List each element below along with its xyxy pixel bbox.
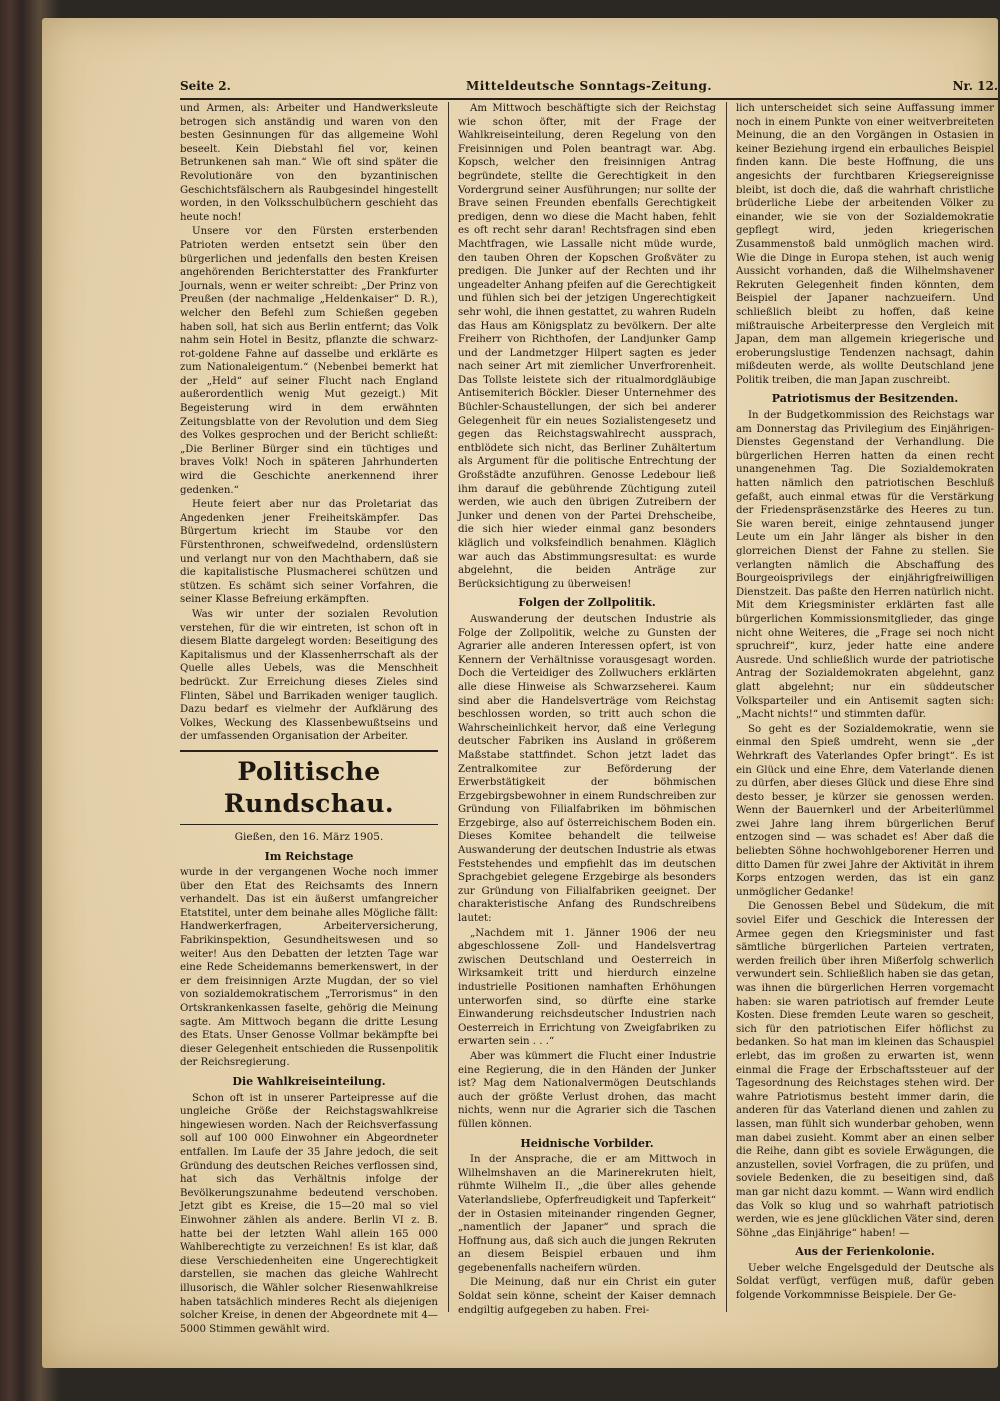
issue-number: Nr. 12. bbox=[952, 79, 998, 93]
article-heading: Heidnische Vorbilder. bbox=[520, 1136, 654, 1150]
paragraph: Auswanderung der deutschen Industrie als Folge der Zollpolitik, welche zu Gunsten der Agrarier alle anderen Interessen opfert, ist von Kennern der Verhältnisse vorausgesagt worden. Doch die Verteidiger des Zollwuchers erklärten alle diese Hinweise als Schwarzseherei. Kaum sind aber die Handelsverträge vom Reichstag beschlossen worden, so tritt auch schon die Wahrscheinlichkeit hervor, daß eine Verlegung deutscher Fabriken ins Ausland in größerem Maßstabe stattfindet. Schon jetzt ladet das Zentralkomitee zur Beförderung der Erwerbstätigkeit der böhmischen Erzgebirgsbewohner in einem Rundschreiben zur Gründung von Filialfabriken im böhmischen Erzgebirge, also auf österreichischem Boden ein. Dieses Komitee behandelt die teilweise Auswanderung der deutschen Industrie als etwas Feststehendes und empfiehlt das im deutschen Sprachgebiet gelegene Erzgebirge als besonders zur Gründung von Filialfabriken geeignet. Der charakteristische Anfang des Rundschreibens lautet: bbox=[458, 613, 716, 925]
article-heading: Im Reichstage bbox=[264, 849, 354, 863]
article-heading: Aus der Ferienkolonie. bbox=[795, 1245, 935, 1259]
paragraph: Die Meinung, daß nur ein Christ ein guter Soldat sein könne, scheint der Kaiser demnach endgiltig aufgegeben zu haben. Frei- bbox=[458, 1277, 716, 1316]
newspaper-page bbox=[180, 76, 998, 1335]
paragraph: In der Ansprache, die er am Mittwoch in Wilhelmshaven an die Marinerekruten hielt, rühmte Wilhelm II., „die über alles gehende Vaterlandsliebe, Opferfreudigkeit und Tapferkeit“ der in Ostasien miteinander ringenden Gegner, „namentlich der Japaner“ und sprach die Hoffnung aus, daß sich auch die jungen Rekruten an diesem Beispiel erbauen und ihm gegebenenfalls nacheifern würden. bbox=[458, 1154, 716, 1274]
column-3 bbox=[736, 102, 994, 1304]
paragraph: Heute feiert aber nur das Proletariat das Angedenken jener Freiheitskämpfer. Das Bürgertum kriecht im Staube vor den Fürstenthronen, schweifwedelnd, ordenslüstern und verlangt nur von den Machthabern, daß sie die kapitalistische Plusmacherei schützen und stützen. Es schämt sich seiner Vorfahren, die seiner Klasse Befreiung erkämpften. bbox=[180, 499, 438, 606]
section-title: Politische Rundschau. bbox=[223, 756, 395, 818]
column-1 bbox=[180, 102, 438, 1337]
page-number: Seite 2. bbox=[180, 79, 231, 93]
article-heading: Folgen der Zollpolitik. bbox=[518, 596, 656, 610]
paragraph: Am Mittwoch beschäftigte sich der Reichstag wie schon öfter, mit der Frage der Wahlkreiseinteilung, deren Regelung von den Freisinnigen und Polen beantragt war. Abg. Kopsch, welcher den freisinnigen Antrag begründete, stellte die Gerechtigkeit in den Vordergrund seiner Ausführungen; nur sollte der Brave seinen Freunden ebenfalls Gerechtigkeit predigen, denn wo diese die Macht haben, fehlt es oft recht sehr daran! Rechtsfragen sind eben Machtfragen, wie Lassalle nicht müde wurde, den tauben Ohren der Kopschen Großväter zu predigen. Die Junker auf der Rechten und ihr ungeadelter Anhang pfeifen auf die Gerechtigkeit und fühlen sich bei der jetzigen Ungerechtigkeit sehr wohl, die ihnen gestattet, zu wahren Rudeln das Haus am Königsplatz zu bevölkern. Der alte Freiherr von Richthofen, der Landjunker Gamp und der Landmetzger Hilpert sagten es jeder nach seiner Art mit ziemlicher Unverfrorenheit. Das Tollste leistete sich der ritualmordgläubige Antisemiterich Böckler. Dieser Unternehmer des Büchler-Schaustellungen, der sich bei anderer Gelegenheit für ein neues Sozialistengesetz und gegen das Reichstagswahlrecht aussprach, entblödete sich nicht, das Berliner Zuhältertum als Argument für die politische Entrechtung der Großstädte anzuführen. Genosse Ledebour ließ ihm darauf die gebührende Züchtigung zuteil werden, wie auch den übrigen Zutreibern der Junker und denen von der Partei Drehscheibe, die sich hier wieder einmal ganz besonders kläglich und volksfeindlich benahmen. Kläglich war auch das Abstimmungsresultat: es wurde abgelehnt, die beiden Anträge zur Berücksichtigung zu überweisen! bbox=[458, 103, 716, 590]
paragraph: wurde in der vergangenen Woche noch immer über den Etat des Reichsamts des Innern verhandelt. Das ist ein äußerst umfangreicher Etatstitel, unter dem beinahe alles Mögliche fällt: Handwerkerfragen, Arbeiterversicherung, Fabrikinspektion, Gesundheitswesen und so weiter! Aus den Debatten der letzten Tage war eine Rede Scheidemanns bemerkenswert, in der er dem freisinnigen Arzte Mugdan, der so viel von sozialdemokratischem „Terrorismus“ in den Ortskrankenkassen faselte, gehörig die Meinung sagte. Am Mittwoch begann die dritte Lesung des Etats. Unser Genosse Vollmar bekämpfte bei dieser Gelegenheit entschieden die Russenpolitik der Reichsregierung. bbox=[180, 867, 438, 1069]
running-head bbox=[180, 76, 998, 100]
paragraph: Unsere vor den Fürsten ersterbenden Patrioten werden entsetzt sein über den bürgerlichen und jedenfalls den besten Kreisen angehörenden Berichterstatter des Frankfurter Journals, wenn er weiter schreibt: „Der Prinz von Preußen (der nachmalige „Heldenkaiser“ D. R.), welcher den Befehl zum Schießen gegeben haben soll, hat sich aus Berlin entfernt; das Volk nahm sein Hotel in Besitz, pflanzte die schwarz-rot-goldene Fahne auf dasselbe und erklärte es zum Nationaleigentum.“ (Nebenbei bemerkt hat der „Held“ auf seiner Flucht nach England außerordentlich wenig Mut gezeigt.) Mit Begeisterung wird in dem erwähnten Zeitungsblatte von der Revolution und dem Sieg des Volkes gesprochen und der Bericht schließt: „Die Berliner Bürger sind ein tüchtiges und braves Volk! Noch in späteren Jahrhunderten wird die Geschichte anerkennend ihrer gedenken.“ bbox=[180, 226, 438, 496]
newspaper-title: Mitteldeutsche Sonntags-Zeitung. bbox=[465, 79, 713, 93]
paragraph: und Armen, als: Arbeiter und Handwerksleute betrogen sich anständig und waren von den besten Gesinnungen für das allgemeine Wohl beseelt. Kein Diebstahl fiel vor, keinen Betrunkenen sah man.“ Wie oft sind später die Revolutionäre von den byzantinischen Geschichtsfälschern als Raubgesindel hingestellt worden, in den Volksschulbüchern geschieht das heute noch! bbox=[180, 103, 438, 223]
column-divider bbox=[448, 102, 449, 1312]
column-divider bbox=[726, 102, 727, 1312]
paragraph: Was wir unter der sozialen Revolution verstehen, für die wir eintreten, ist schon oft in diesem Blatte dargelegt worden: Beseitigung des Kapitalismus und der Klassenherrschaft als der Quelle alles Uebels, was die Menschheit bedrückt. Zur Erreichung dieses Zieles sind Flinten, Säbel und Barrikaden weniger tauglich. Dazu bedarf es vielmehr der Aufklärung des Volkes, Weckung des Klassenbewußtseins und der umfassenden Organisation der Arbeiter. bbox=[180, 608, 438, 743]
dateline: Gießen, den 16. März 1905. bbox=[234, 830, 384, 843]
paragraph: Die Genossen Bebel und Südekum, die mit soviel Eifer und Geschick die Interessen der Armee gegen den Kriegsminister und fast sämtliche bürgerlichen Parteien vertraten, werden freilich über ihren Mißerfolg schwerlich verwundert sein. Schließlich haben sie das getan, was ihnen die bürgerlichen Herren vorgemacht haben: sie waren patriotisch auf fremder Leute Kosten. Diese fremden Leute waren so gescheit, sich für den patriotischen Eifer höflichst zu bedanken. So hat man im kleinen das Schauspiel erlebt, das im großen zu erwarten ist, wenn einmal die Frage der Erbschaftssteuer auf der Tagesordnung des Reichstages stehen wird. Der wahre Patriotismus besteht immer darin, die anderen für das Vaterland dienen und zahlen zu lassen, man fühlt sich wunderbar gehoben, wenn man dabei zusieht. Kommt aber an einen selber die Reihe, dann gibt es soviele Erwägungen, die anzustellen, soviel Vorfragen, die zu prüfen, und soviele Bedenken, die zu beseitigen sind, daß man gar nicht dazu kommt. — Wann wird endlich das Volk so klug und so wahrhaft patriotisch werden, wie es jene glücklichen Väter sind, deren Söhne „das Einjährige“ haben! — bbox=[736, 901, 994, 1239]
article-heading: Die Wahlkreiseinteilung. bbox=[232, 1075, 386, 1088]
paragraph: lich unterscheidet sich seine Auffassung immer noch in einem Punkte von einer weitverbreiteten Meinung, die an den Vorgängen in Ostasien in keiner Beziehung irgend ein erbauliches Beispiel finden kann. Die beste Hoffnung, die uns angesichts der furchtbaren Kriegsereignisse bleibt, ist doch die, daß die wahrhaft christliche brüderliche Liebe der arbeitenden Völker zu einander, wie sie von der Sozialdemokratie gepflegt wird, jeden kriegerischen Zusammenstoß bald unmöglich machen wird. Wie die Dinge in Europa stehen, ist auch wenig Aussicht vorhanden, daß die Wilhelmshavener Rekruten Gelegenheit finden könnten, dem Beispiel der Japaner nachzueifern. Und schließlich bleibt zu hoffen, daß keine mißtrauische Arbeiterpresse den Vergleich mit Japan, dem man allgemein kriegerische und eroberungslustige Tendenzen nachsagt, dahin mißdeuten werde, als wollte Deutschland jene Politik treiben, die man Japan zuschreibt. bbox=[736, 103, 994, 386]
paragraph: So geht es der Sozialdemokratie, wenn sie einmal den Spieß umdreht, wenn sie „der Wehrkraft des Vaterlandes Opfer bringt“. Es ist ein Glück und eine Ehre, dem Vaterlande dienen zu dürfen, aber dieses Glück und diese Ehre sind desto besser, je kürzer sie genossen werden. Wenn der Bauernkerl und der Arbeiterlümmel zwei Jahre lang ihrem bürgerlichen Beruf entzogen sind — was schadet es! Aber daß die beliebten Söhne hochwohlgeborener Herren und ditto Damen für zwei Jahre der Aktivität in ihrem Korps entzogen werden, das ist ein ganz unmöglicher Gedanke! bbox=[736, 723, 994, 898]
section-divider bbox=[180, 750, 438, 752]
newspaper-sheet bbox=[42, 18, 998, 1368]
paragraph: In der Budgetkommission des Reichstags war am Donnerstag das Privilegium des Einjährigen-Dienstes Gegenstand der Verhandlung. Die bürgerlichen Herren hatten da einen recht unangenehmen Tag. Die Sozialdemokraten hatten nämlich den patriotischen Beschluß gefaßt, auch einmal etwas für die Verstärkung der Friedenspräsenzstärke des Heeres zu tun. Sie waren bereit, einige zehntausend junger Leute um ein Jahr länger als bisher in den glorreichen Dienst der Fahne zu stellen. Sie verlangten nämlich die Abschaffung des Bourgeoisprivilegs der einjährigfreiwilligen Dienstzeit. Das paßte den Herren natürlich nicht. Mit dem Kriegsminister erklärten fast alle bürgerlichen Kommissionsmitglieder, das ginge nicht ohne Weiteres, die „Frage sei noch nicht spruchreif“, kurz, jeder hatte eine andere Ausrede. Und schließlich wurde der patriotische Antrag der Sozialdemokraten abgelehnt, ganz glatt abgelehnt; nur ein süddeutscher Volksparteiler und ein Antisemit sagten sich: „Macht nichts!“ und stimmten dafür. bbox=[736, 410, 994, 721]
article-heading: Patriotismus der Besitzenden. bbox=[771, 392, 959, 406]
paragraph: Schon oft ist in unserer Parteipresse auf die ungleiche Größe der Reichstagswahlkreise hingewiesen worden. Nach der Reichsverfassung soll auf 100 000 Einwohner ein Abgeordneter entfallen. Im Laufe der 35 Jahre jedoch, die seit Gründung des deutschen Reiches verflossen sind, hat sich das Verhältnis infolge der Bevölkerungszunahme bedeutend verschoben. Jetzt gibt es Kreise, die 15—20 mal so viel Einwohner zählen als andere. Berlin VI z. B. hatte bei der letzten Wahl allein 165 000 Wahlberechtigte zu verzeichnen! Es ist klar, daß diese Verschiedenheiten eine Ungerechtigkeit darstellen, sie machen das gleiche Wahlrecht illusorisch, die Wähler solcher Riesenwahlkreise haben tatsächlich minderes Recht als diejenigen solcher Kreise, in denen der Abgeordnete mit 4—5000 Stimmen gewählt wird. bbox=[180, 1092, 438, 1335]
column-2 bbox=[458, 102, 716, 1318]
quotation: „Nachdem mit 1. Jänner 1906 der neu abgeschlossene Zoll- und Handelsvertrag zwischen Deutschland und Oesterreich in Wirksamkeit tritt und hierdurch einzelne industrielle Positionen namhaften Erhöhungen unterworfen sind, so dürfte eine starke Einwanderung reichsdeutscher Industrien nach Oesterreich in Errichtung von Zweigfabriken zu erwarten sein . . .“ bbox=[458, 927, 716, 1048]
paragraph: Aber was kümmert die Flucht einer Industrie eine Regierung, die in den Händen der Junker ist? Mag dem Nationalvermögen Deutschlands auch der größte Verlust drohen, das macht nichts, wenn nur die Agrarier sich die Taschen füllen können. bbox=[458, 1050, 716, 1130]
paragraph: Ueber welche Engelsgeduld der Deutsche als Soldat verfügt, verfügen muß, dafür geben folgende Vorkommnisse Beispiele. Der Ge- bbox=[736, 1262, 994, 1302]
section-divider bbox=[180, 824, 438, 825]
